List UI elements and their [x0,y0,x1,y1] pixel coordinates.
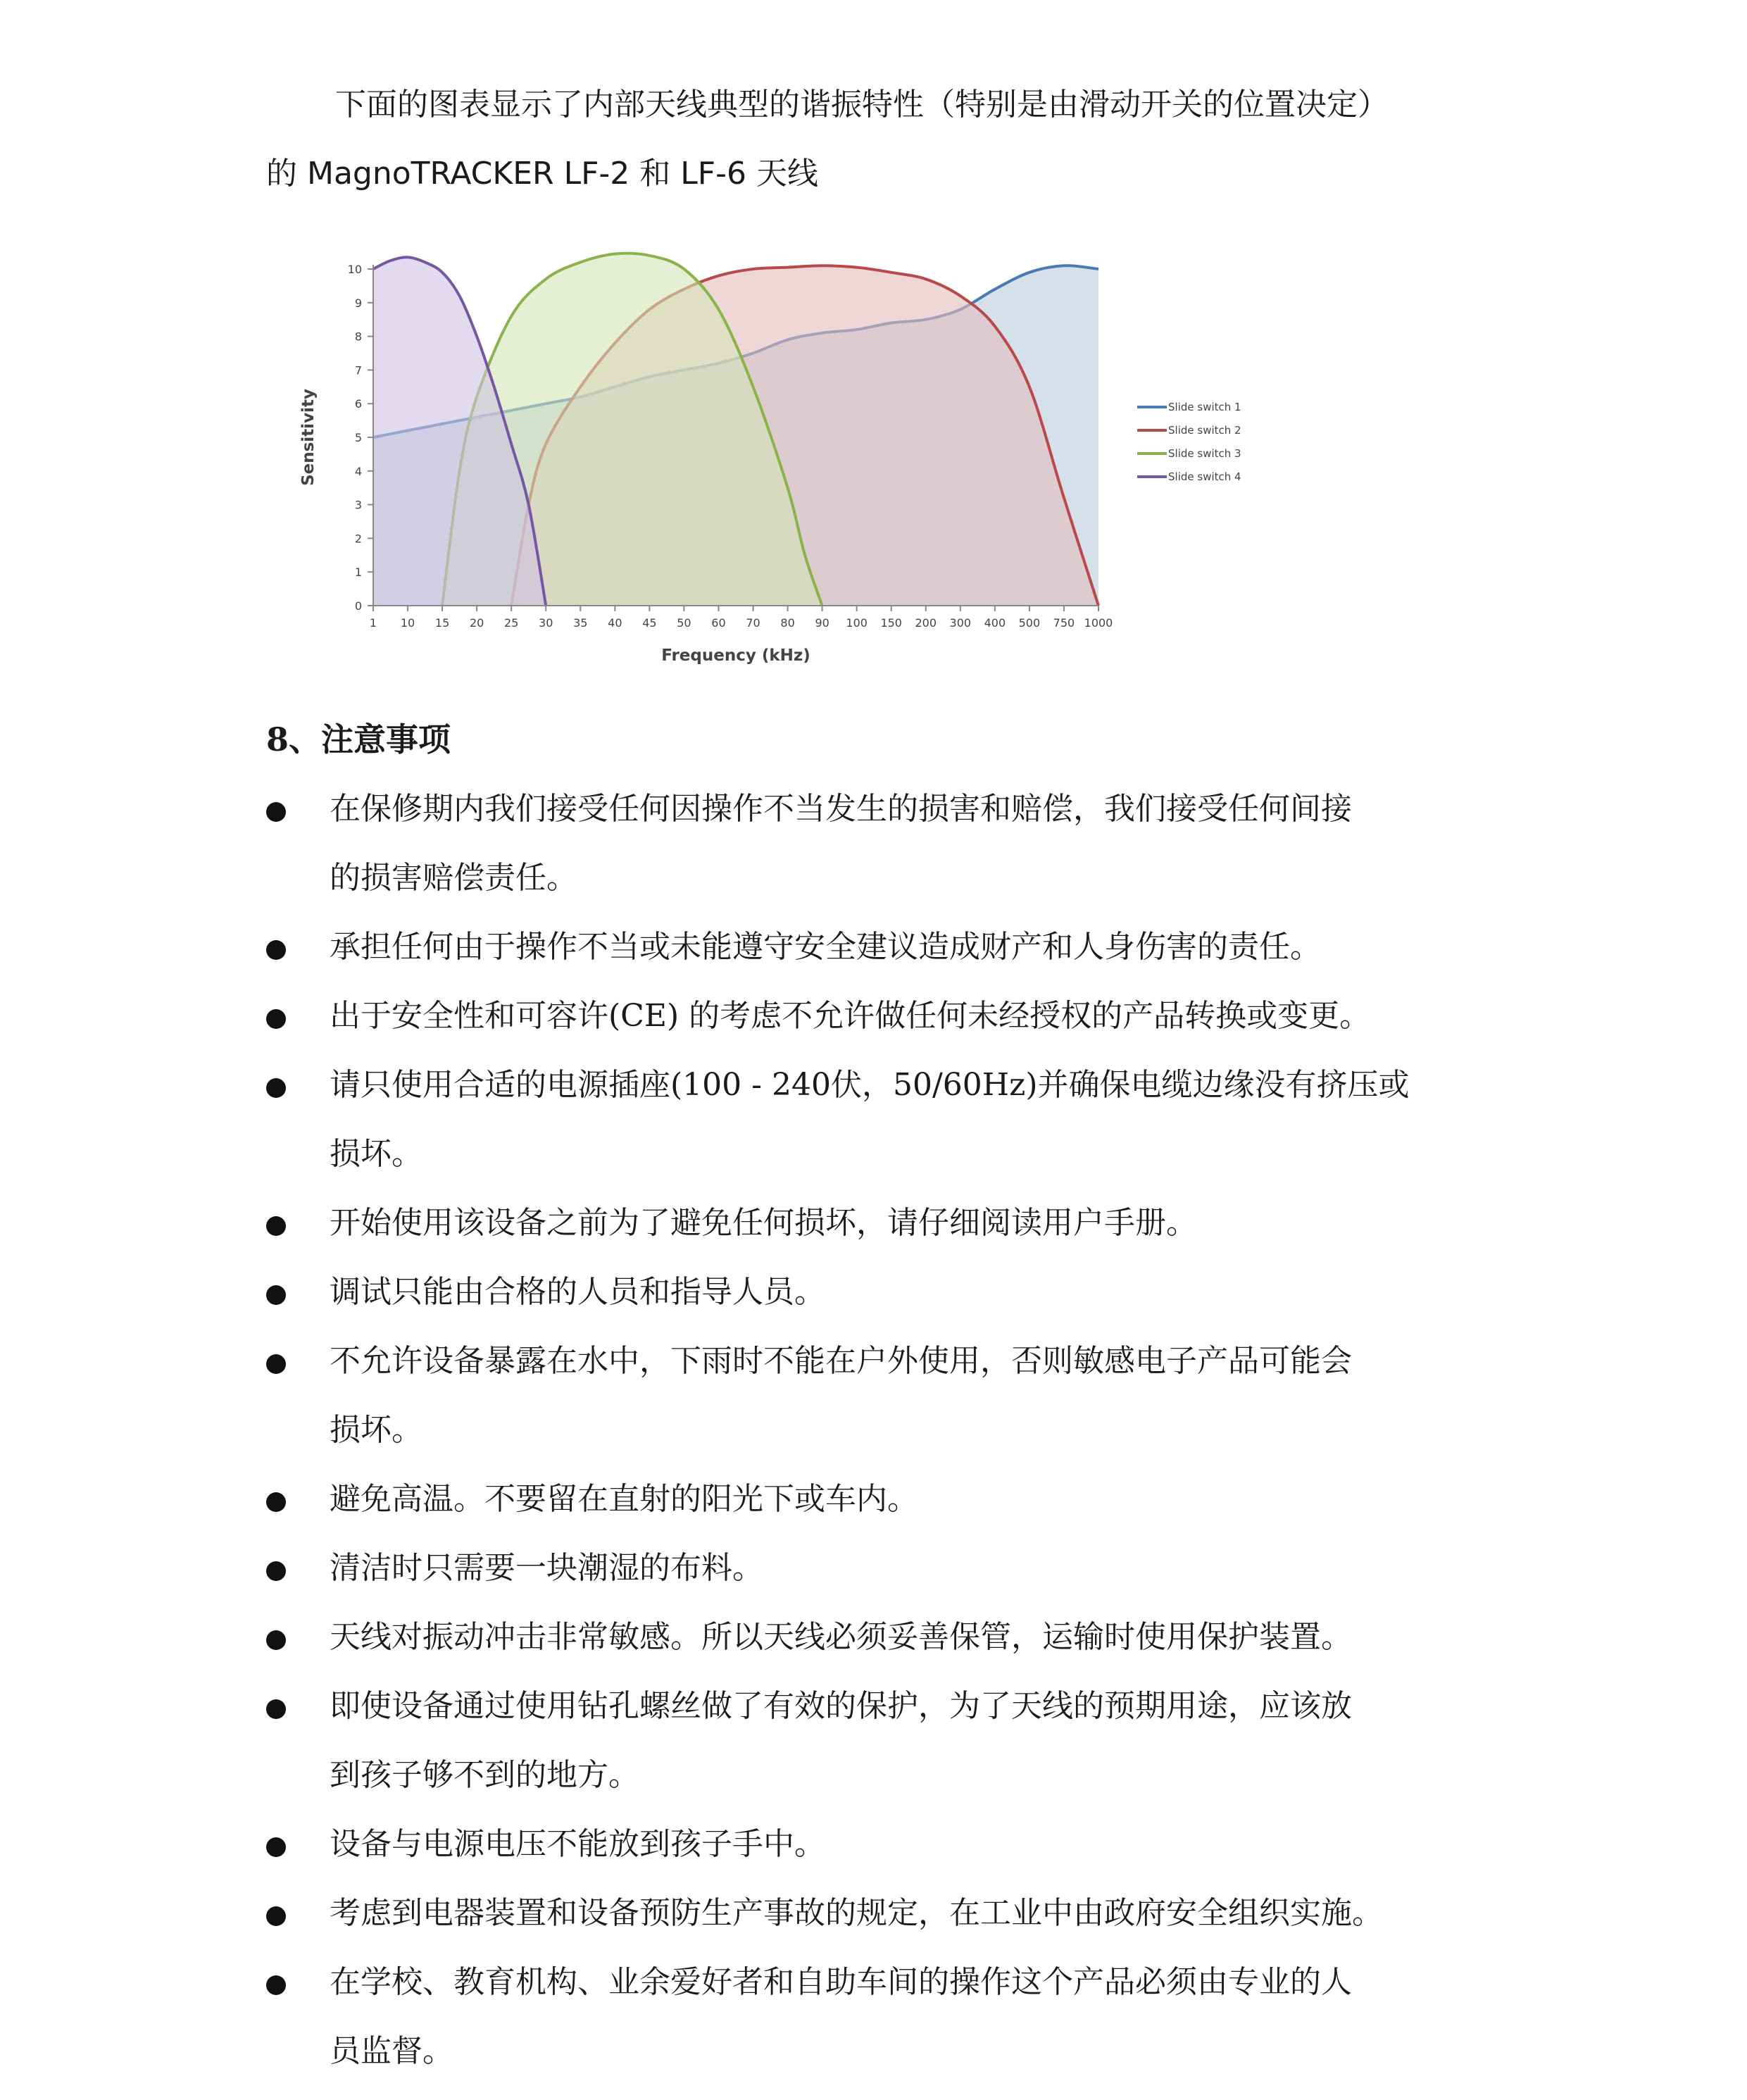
intro-prefix: 的 [266,156,307,192]
bullet-icon [266,940,286,960]
note-line: 在保修期内我们接受任何因操作不当发生的损害和赔偿，我们接受任何间接 [330,791,1352,827]
y-axis-label: Sensitivity [299,389,318,486]
note-item [266,1327,1534,1465]
y-tick-label: 3 [354,498,362,512]
y-tick-label: 1 [354,565,362,580]
intro-and: 和 [630,156,681,192]
note-line: 员监督。 [330,2033,453,2069]
legend-label: Slide switch 3 [1168,447,1241,460]
bullet-icon [266,1561,286,1581]
note-line: 即使设备通过使用钻孔螺丝做了有效的保护，为了天线的预期用途，应该放 [330,1688,1352,1724]
y-tick-label: 9 [354,296,362,310]
note-line: 承担任何由于操作不当或未能遵守安全建议造成财产和人身伤害的责任。 [330,929,1321,965]
bullet-icon [266,1837,286,1857]
intro-paragraph [266,70,1534,208]
note-line: 出于安全性和可容许(CE) 的考虑不允许做任何未经授权的产品转换或变更。 [330,998,1371,1034]
bullet-icon [266,1216,286,1236]
x-tick-label: 1000 [1084,616,1113,630]
bullet-icon [266,1630,286,1650]
x-tick-label: 70 [746,616,760,630]
model-name: LF-6 [680,156,746,192]
bullet-icon [266,1492,286,1512]
x-tick-label: 20 [469,616,484,630]
x-tick-label: 40 [608,616,622,630]
bullet-icon [266,1975,286,1995]
note-line: 避免高温。不要留在直射的阳光下或车内。 [330,1481,918,1517]
intro-line-2 [266,139,1534,208]
note-line: 在学校、教育机构、业余爱好者和自助车间的操作这个产品必须由专业的人 [330,1964,1352,2000]
x-tick-label: 400 [984,616,1006,630]
note-item [266,913,1534,982]
x-tick-label: 30 [539,616,553,630]
bullet-icon [266,802,286,822]
legend-label: Slide switch 4 [1168,470,1241,483]
note-item [266,1258,1534,1327]
note-item [266,1465,1534,1534]
y-tick-label: 4 [354,464,362,478]
notes-heading: 8、注意事项 [266,720,451,758]
x-tick-label: 35 [573,616,588,630]
x-tick-label: 25 [504,616,519,630]
y-tick-label: 0 [354,599,362,613]
note-item [266,1603,1534,1672]
x-tick-label: 60 [711,616,726,630]
x-tick-label: 150 [880,616,902,630]
x-tick-label: 50 [677,616,691,630]
intro-suffix: 天线 [746,156,818,192]
note-item [266,1810,1534,1879]
x-tick-label: 80 [780,616,795,630]
resonance-chart [282,232,1267,683]
x-tick-label: 200 [915,616,937,630]
note-line: 调试只能由合格的人员和指导人员。 [330,1274,825,1310]
bullet-icon [266,1078,286,1098]
chart-areas [373,254,1098,606]
note-item [266,982,1534,1051]
note-line: 考虑到电器装置和设备预防生产事故的规定，在工业中由政府安全组织实施。 [330,1895,1383,1931]
x-tick-label: 500 [1018,616,1041,630]
x-tick-label: 10 [400,616,415,630]
x-tick-label: 750 [1053,616,1075,630]
note-line: 清洁时只需要一块潮湿的布料。 [330,1550,763,1586]
note-item [266,1051,1534,1189]
x-tick-label: 15 [434,616,450,630]
note-item [266,1672,1534,1810]
legend-label: Slide switch 1 [1168,401,1241,413]
bullet-icon [266,1009,286,1029]
legend-label: Slide switch 2 [1168,424,1241,437]
x-tick-label: 100 [846,616,868,630]
y-tick-label: 5 [354,431,362,444]
note-line: 不允许设备暴露在水中，下雨时不能在户外使用，否则敏感电子产品可能会 [330,1343,1352,1379]
bullet-icon [266,1699,286,1719]
x-tick-label: 300 [949,616,972,630]
note-item [266,1879,1534,1948]
x-tick-label: 1 [369,616,377,630]
y-tick-label: 10 [347,263,362,276]
bullet-icon [266,1906,286,1926]
note-line: 损坏。 [330,1136,422,1172]
note-item [266,1948,1534,2086]
y-tick-label: 8 [354,330,362,344]
note-line: 请只使用合适的电源插座(100 - 240伏，50/60Hz)并确保电缆边缘没有挤压或 [330,1067,1410,1103]
y-tick-label: 6 [354,397,362,411]
x-axis-label: Frequency (kHz) [661,646,810,665]
chart-legend [1137,401,1241,483]
x-tick-label: 45 [642,616,657,630]
y-tick-label: 7 [354,363,362,377]
note-item [266,1534,1534,1603]
note-item [266,775,1534,913]
intro-line-1: 下面的图表显示了内部天线典型的谐振特性（特别是由滑动开关的位置决定） [335,87,1389,123]
x-tick-label: 90 [815,616,829,630]
notes-list [266,775,1534,2086]
product-name: MagnoTRACKER LF-2 [307,156,630,192]
bullet-icon [266,1285,286,1305]
note-line: 开始使用该设备之前为了避免任何损坏，请仔细阅读用户手册。 [330,1205,1197,1241]
note-line: 到孩子够不到的地方。 [330,1757,639,1793]
bullet-icon [266,1354,286,1374]
y-tick-label: 2 [354,532,362,546]
note-line: 的损害赔偿责任。 [330,860,577,896]
resonance-chart-svg [282,232,1267,683]
note-item [266,1189,1534,1258]
note-line: 损坏。 [330,1412,422,1448]
note-line: 设备与电源电压不能放到孩子手中。 [330,1826,825,1862]
note-line: 天线对振动冲击非常敏感。所以天线必须妥善保管，运输时使用保护装置。 [330,1619,1352,1655]
